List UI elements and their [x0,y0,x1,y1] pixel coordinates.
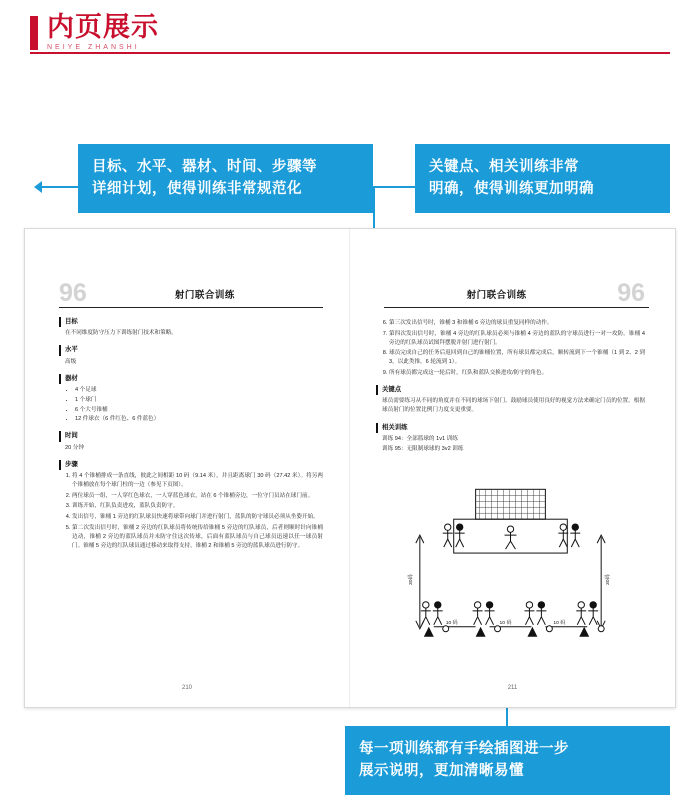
section-label-time: 时间 [59,431,323,441]
callout-top-left-line-1: 目标、水平、器材、时间、步骤等 [92,159,317,175]
book-page-left [25,229,350,707]
page-title: 内页展示 [47,12,159,42]
callout-top-right [415,144,670,213]
list-item: 2. 两位球员一组，一人穿红色球衣，一人穿蓝色球衣，站在 6 个锥桶旁边，一位守门员站在球门前。 [72,492,323,501]
hand-drawn-drill-diagram [376,477,645,667]
left-page-body [59,317,323,667]
callout-top-left-line-2: 详细计划，使得训练非常规范化 [92,181,302,198]
connector-top-right-horizontal-top [373,186,415,188]
section-text-level: 高级 [65,358,77,365]
list-item: • 1 个球门 [75,396,323,405]
connector-top-left-horizontal [40,186,80,188]
list-item: • 12 件球衣（6 件红色、6 件蓝色） [75,415,323,424]
list-item: • 4 个足球 [75,386,323,395]
section-text-time: 20 分钟 [65,444,84,451]
connector-top-left-arrow [34,181,42,193]
header-accent-bar [30,16,38,50]
steps-list [59,472,323,551]
right-page-folio: 211 [507,685,518,691]
continued-steps-list [376,319,645,378]
list-item: 5. 第二次发出信号时，锥桶 2 旁边的红队球员将传统传给锥桶 5 旁边的红队球员，后者则顺时针向锥桶边动，锥桶 2 旁边的蓝队球员并未防守住这次传球，后面有蓝队球员与自己球员迅速以任一球员射门。锥桶 5 旁边的红队球员通过移动来取得支持，锥桶 2 和锥桶 5 旁边的蓝队球员进行防守。 [72,524,323,551]
right-page-number: 96 [617,279,645,307]
left-page-rule [59,307,323,308]
list-item: 4. 发出信号，锥桶 1 旁边的红队球员快速将球带向球门并进行射门，蓝队的防守球员必须从坐姿开始。 [72,513,323,522]
book-page-right [350,229,675,707]
page-header [30,14,159,51]
section-label-level: 水平 [59,345,323,355]
left-page-number: 96 [59,279,87,307]
callout-bottom-line-1: 每一项训练都有手绘插图进一步 [359,741,569,757]
section-label-related: 相关训练 [376,423,645,433]
section-text-keypoints: 球员需要练习从不同的角度并在不同的球场下射门。鼓励球员使用良好的视觉方法来确定门员的位置。根据球员射门的位置比例门力度支更重要。 [382,398,645,414]
figure-label-gap-3: 10 码 [553,619,566,626]
section-label-keypoints: 关键点 [376,385,645,395]
section-label-equipment: 器材 [59,374,323,384]
list-item: 1. 将 4 个锥桶排成一条直线，彼此之间相距 10 码（9.14 米），并且距离球门 30 码（27.42 米）。将另两个锥桶放在每个球门柱的一边（参见下页图）。 [72,472,323,490]
callout-top-right-line-1: 关键点、相关训练非常 [429,159,579,175]
list-item: • 6 个大号锥桶 [75,406,323,415]
callout-bottom [345,726,670,795]
drill-diagram-svg [376,477,645,667]
related-training-line-2: 训练 95：无限制球球的 3v2 训练 [382,445,464,452]
figure-label-gap-2: 10 码 [499,619,512,626]
right-page-title: 射门联合训练 [466,289,527,301]
list-item: 9. 所有球员都完成这一轮后时，红队和蓝队交换进攻/防守的角色。 [389,369,645,378]
section-text-goal: 在不同维度防守压力下训练射门技术和策略。 [65,330,177,337]
left-page-title: 射门联合训练 [174,289,235,301]
equipment-list [59,386,323,424]
figure-label-right: 30码 [605,574,612,585]
figure-label-left: 30码 [407,574,414,585]
related-training-line-1: 训练 94：全部篮球的 1v1 训练 [382,435,458,442]
section-label-steps: 步骤 [59,460,323,470]
list-item: 8. 球员完成自己的任务后返回到自己的锥桶位置，所有球员都完成后，顺转流到下一个锥桶（1 到 2、2 到 3，以此类推，6 轮流到 1）。 [389,349,645,367]
right-page-rule [384,307,649,308]
book-spread [24,228,676,708]
left-page-header [59,281,323,306]
page-subtitle: NEIYE ZHANSHI [47,44,140,51]
list-item: 3. 训练开始，红队负责进攻，蓝队负责防守。 [72,502,323,511]
section-label-goal: 目标 [59,317,323,327]
list-item: 7. 第四次发出信号时，锥桶 4 旁边的红队球员必须与锥桶 4 旁边的蓝队的守球员进行一对一攻防。锥桶 4 旁边的红队球员试图拜摆脱并射门进行射门。 [389,330,645,348]
callout-top-right-line-2: 明确，使得训练更加明确 [429,181,594,198]
callout-top-left [78,144,373,213]
left-page-folio: 210 [181,685,192,691]
header-divider [30,52,670,54]
right-page-header [376,281,645,306]
figure-label-gap-1: 10 码 [445,619,458,626]
callout-bottom-line-2: 展示说明，更加清晰易懂 [359,763,524,780]
connector-top-left-vertical [78,144,80,188]
list-item: 6. 第三次发出信号时，锥桶 3 和锥桶 6 旁边的球员重复同样的动作。 [389,319,645,328]
right-page-body [376,317,645,469]
